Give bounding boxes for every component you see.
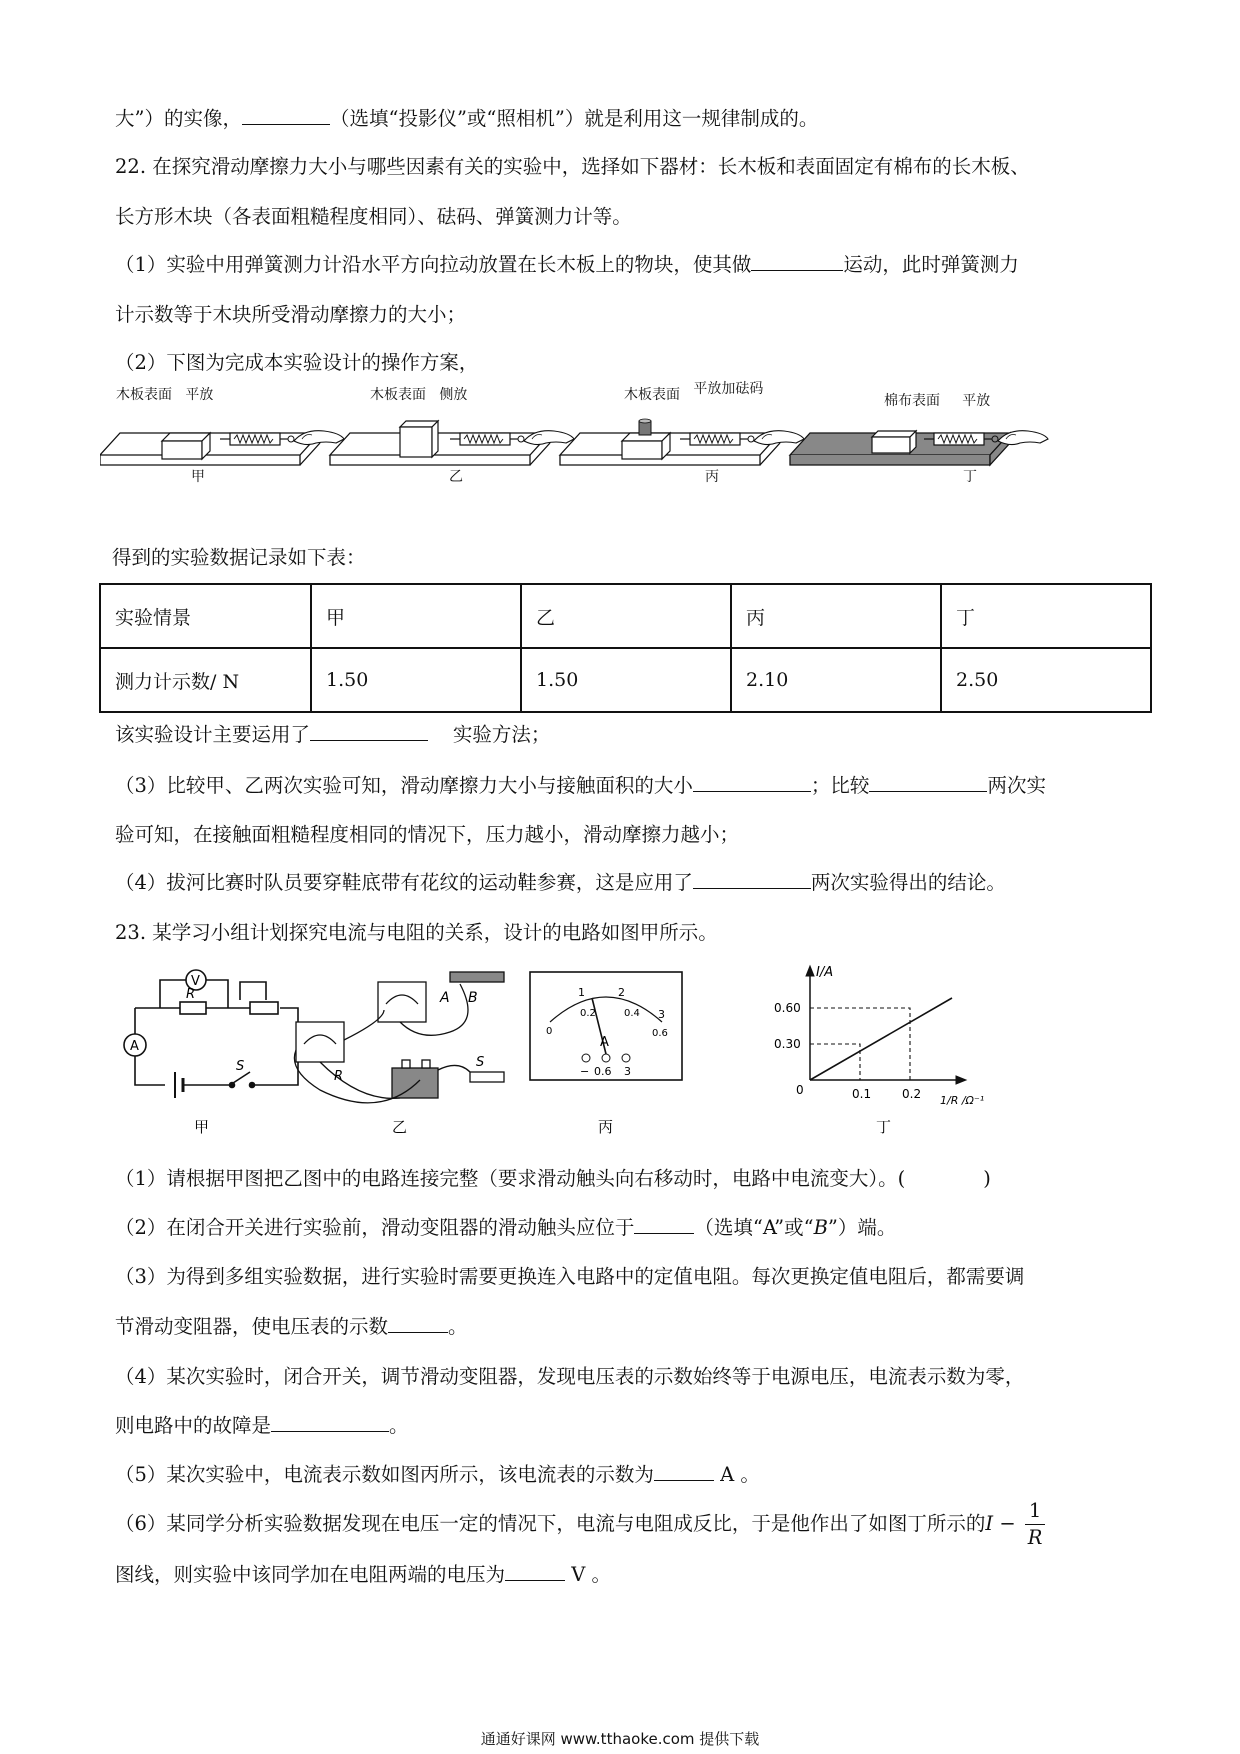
q22-method-text-a: 该实验设计主要运用了 (115, 723, 311, 746)
q23-part3-line1: （3）为得到多组实验数据，进行实验时需要更换连入电路中的定值电阻。每次更换定值电阻后，都需要调 (115, 1265, 1025, 1288)
q23-part2 (115, 1215, 896, 1241)
fraction-denominator: R (1027, 1526, 1043, 1549)
q23-p6-text-c: V 。 (571, 1563, 611, 1586)
table-header-cell: 丁 (941, 584, 1151, 648)
table-row (100, 648, 1151, 712)
table-cell: 1.50 (521, 648, 731, 712)
q23-p2-text-d: ”）端。 (827, 1216, 897, 1239)
table-cell: 1.50 (311, 648, 521, 712)
q22-p3-text-a: （3）比较甲、乙两次实验可知，滑动摩擦力大小与接触面积的大小 (115, 774, 693, 797)
dial-scale-bottom-1: 0.2 (580, 1008, 596, 1019)
graph-y-label: I/A (816, 965, 834, 980)
q22-method-line (115, 722, 550, 748)
q23-part6-line2 (115, 1562, 611, 1588)
answer-blank[interactable] (634, 1215, 694, 1234)
graph-xtick-02: 0.2 (902, 1087, 922, 1101)
q23-p2-option-a: A (762, 1216, 775, 1239)
q23-fig-tag-jia: 甲 (194, 1118, 210, 1136)
fig-jia-surface: 木板表面 平放 (116, 387, 214, 403)
table-header-cell: 实验情景 (100, 584, 311, 648)
q23-fig-tag-bing: 丙 (598, 1118, 614, 1136)
answer-blank[interactable] (271, 1413, 389, 1432)
graph-ytick-060: 0.60 (774, 1001, 801, 1015)
fig-yi-tag: 乙 (449, 469, 463, 485)
answer-blank[interactable] (693, 773, 811, 792)
q22-part3-line1 (115, 773, 1046, 799)
switch-s-label: S (236, 1059, 245, 1074)
voltmeter-v-label: V (191, 974, 200, 989)
fig-ding-surface: 棉布表面 平放 (884, 393, 991, 409)
answer-blank[interactable] (242, 106, 330, 125)
apparatus-a-label: A (440, 990, 450, 1006)
q22-p1-text-a: （1）实验中用弹簧测力计沿水平方向拉动放置在长木板上的物块，使其做 (115, 253, 752, 276)
resistor-r-label: R (186, 987, 196, 1002)
fig-ding (790, 431, 1048, 465)
dial-unit: A (600, 1035, 609, 1050)
q23-p2-text-b: （选填“ (694, 1216, 763, 1239)
dial-scale-top-3: 3 (658, 1008, 665, 1021)
apparatus-s-label: S (476, 1055, 485, 1070)
fig-yi-surface: 木板表面 侧放 (370, 387, 468, 403)
fig-bing (560, 419, 804, 465)
answer-blank[interactable] (751, 252, 843, 271)
dial-scale-top-2: 2 (618, 986, 625, 999)
dial-scale-bottom-2: 0.4 (624, 1008, 640, 1019)
table-cell: 2.50 (941, 648, 1151, 712)
q22-p1-text-b: 运动，此时弹簧测力 (843, 253, 1019, 276)
graph-origin: 0 (796, 1083, 804, 1097)
dial-scale-bottom-3: 0.6 (652, 1028, 668, 1039)
apparatus-b-label: B (468, 990, 478, 1006)
q22-part1-line1 (115, 252, 1019, 278)
q22-method-text-b: 实验方法； (452, 723, 551, 746)
answer-blank[interactable] (388, 1314, 448, 1333)
q23-p4-text-c: 。 (389, 1414, 409, 1437)
answer-blank[interactable] (654, 1462, 714, 1481)
q23-p5-text-a: （5）某次实验中，电流表示数如图丙所示，该电流表的示数为 (115, 1463, 654, 1486)
table-cell: 2.10 (731, 648, 941, 712)
table-header-cell: 甲 (311, 584, 521, 648)
table-cell: 测力计示数/ N (100, 648, 311, 712)
q22-part2: （2）下图为完成本实验设计的操作方案， (115, 351, 479, 374)
q23-part4-line1: （4）某次实验时，闭合开关，调节滑动变阻器，发现电压表的示数始终等于电源电压，电流表示数为零， (115, 1365, 1025, 1388)
q22-part3-line2: 验可知，在接触面粗糙程度相同的情况下，压力越小，滑动摩擦力越小； (115, 823, 740, 846)
graph-x-label: 1/R /Ω⁻¹ (940, 1094, 985, 1107)
page-footer: 通通好课网 www.tthaoke.com 提供下载 (480, 1730, 760, 1748)
q23-p5-text-b: A 。 (720, 1463, 760, 1486)
fraction-1-over-r (1025, 1498, 1045, 1551)
fig-bing-tag: 丙 (705, 469, 719, 485)
dial-terminal-06: 0.6 (594, 1065, 612, 1078)
dial-terminal-3: 3 (624, 1065, 631, 1078)
q23-p6-minus: − (993, 1512, 1022, 1535)
q23-p6-text-a: （6）某同学分析实验数据发现在电压一定的情况下，电流与电阻成反比，于是他作出了如图丁所示的 (115, 1512, 986, 1535)
q22-part1-line2: 计示数等于木块所受滑动摩擦力的大小； (115, 303, 467, 326)
q21-text-b: （选填“投影仪”或“照相机”）就是利用这一规律制成的。 (329, 107, 819, 130)
apparatus-r-label: R (334, 1069, 344, 1084)
q21-tail-line (115, 106, 818, 132)
dial-scale-bottom-0: 0 (546, 1026, 553, 1037)
q22-p4-text-a: （4）拔河比赛时队员要穿鞋底带有花纹的运动鞋参赛，这是应用了 (115, 871, 693, 894)
fraction-numerator: 1 (1025, 1498, 1045, 1525)
q23-part4-line2 (115, 1413, 409, 1439)
graph-xtick-01: 0.1 (852, 1087, 872, 1101)
dial-terminal-neg: − (580, 1065, 590, 1078)
q23-p6-text-b: 图线，则实验中该同学加在电阻两端的电压为 (115, 1563, 506, 1586)
table-header-cell: 丙 (731, 584, 941, 648)
q23-p6-var-i: I (985, 1512, 994, 1535)
q22-p3-text-b: ；比较 (810, 774, 870, 797)
q23-p2-text-c: ”或“ (774, 1216, 814, 1239)
fig-jia-tag: 甲 (191, 469, 205, 485)
q23-stem: 23. 某学习小组计划探究电流与电阻的关系，设计的电路如图甲所示。 (115, 921, 718, 944)
fig-yi (330, 421, 574, 465)
fig-jia (100, 431, 344, 465)
table-intro: 得到的实验数据记录如下表： (112, 546, 366, 569)
table-header-cell: 乙 (521, 584, 731, 648)
ammeter-a-label: A (130, 1039, 139, 1054)
q23-fig-tag-ding: 丁 (876, 1118, 892, 1136)
circuit-diagram (124, 970, 298, 1098)
q23-part1: （1）请根据甲图把乙图中的电路连接完整（要求滑动触头向右移动时，电路中电流变大）。( ) (115, 1167, 991, 1190)
data-table (99, 583, 1152, 713)
fig-ding-tag: 丁 (963, 469, 977, 485)
ammeter-dial (530, 972, 682, 1080)
q22-p3-text-c: 两次实 (987, 774, 1046, 797)
q22-p4-text-b: 两次实验得出的结论。 (810, 871, 1006, 894)
fig-bing-surface: 木板表面 平放加砝码 (624, 381, 764, 403)
graph-ytick-030: 0.30 (774, 1037, 801, 1051)
q21-text-a: 大”）的实像， (115, 107, 242, 130)
q22-stem-2: 长方形木块（各表面粗糙程度相同）、砝码、弹簧测力计等。 (115, 205, 632, 228)
answer-blank[interactable] (693, 870, 811, 889)
q22-stem-1: 22. 在探究滑动摩擦力大小与哪些因素有关的实验中，选择如下器材：长木板和表面固定有棉布的长木板、 (115, 155, 1030, 178)
q23-part3-line2 (115, 1314, 468, 1340)
i-r-graph (806, 966, 966, 1084)
answer-blank[interactable] (310, 722, 428, 741)
dial-scale-top-1: 1 (578, 986, 585, 999)
answer-blank[interactable] (505, 1562, 565, 1581)
table-row (100, 584, 1151, 648)
q23-p2-text-a: （2）在闭合开关进行实验前，滑动变阻器的滑动触头应位于 (115, 1216, 635, 1239)
q23-p4-text-b: 则电路中的故障是 (115, 1414, 272, 1437)
q23-p3-text-b: 节滑动变阻器，使电压表的示数 (115, 1315, 389, 1338)
q23-part6-line1 (115, 1496, 1045, 1552)
q22-part4 (115, 870, 1006, 896)
q23-fig-tag-yi: 乙 (392, 1118, 408, 1136)
q23-part5 (115, 1462, 760, 1488)
q23-figures (120, 960, 1120, 1150)
q23-p3-text-c: 。 (448, 1315, 468, 1338)
answer-blank[interactable] (869, 773, 987, 792)
q23-p2-option-b: B (813, 1216, 828, 1239)
